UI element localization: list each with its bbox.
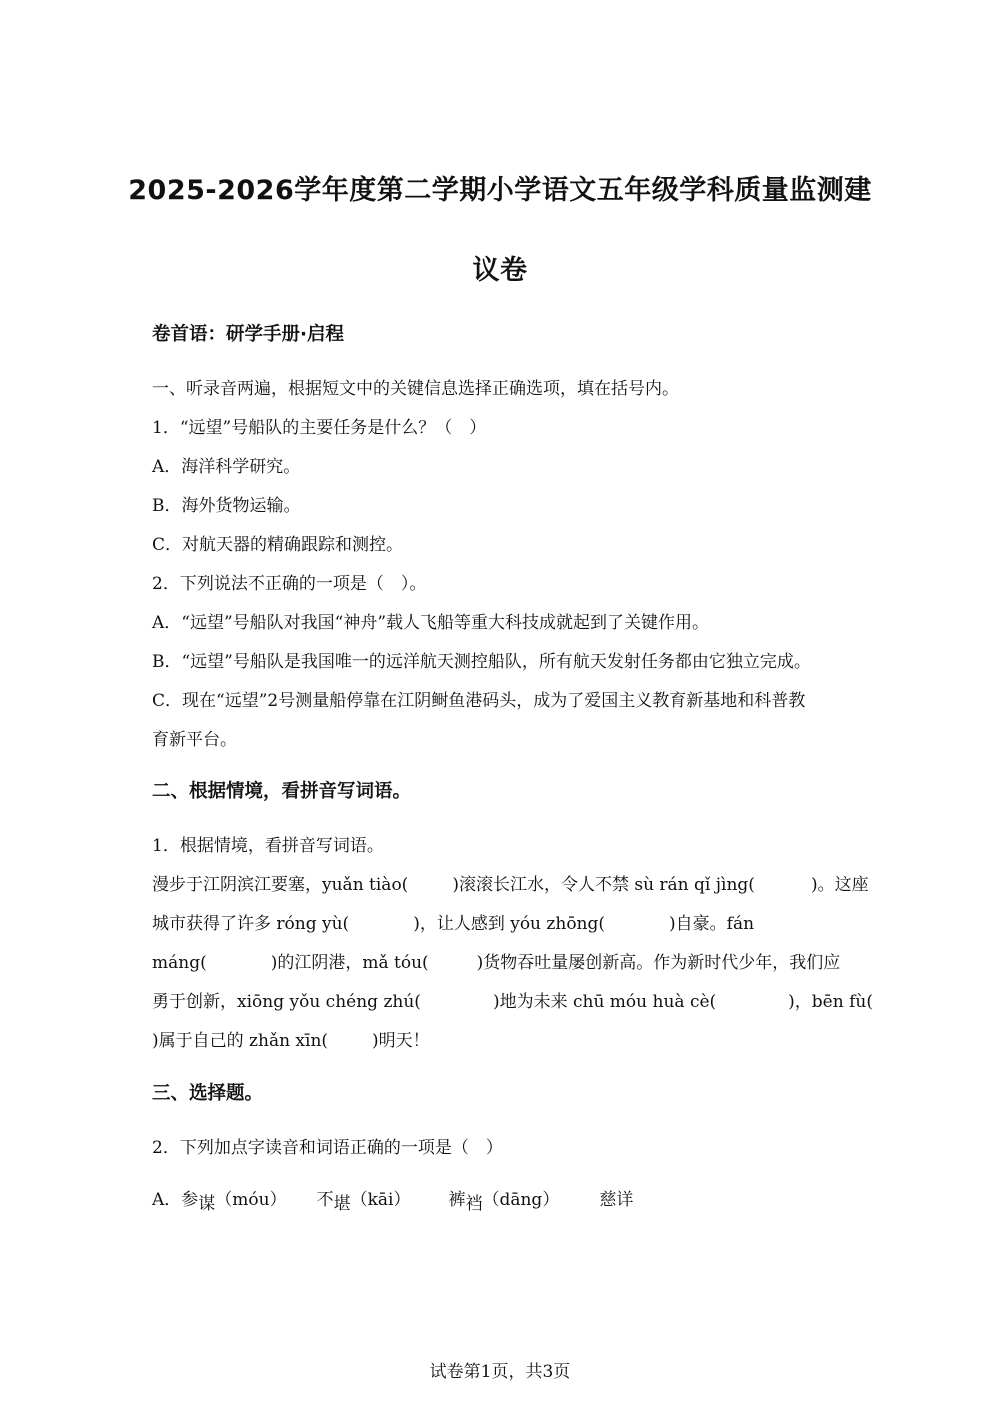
section1-heading: 一、听录音两遍，根据短文中的关键信息选择正确选项，填在括号内。 bbox=[152, 379, 679, 399]
s1-q1-option-a: A．海洋科学研究。 bbox=[152, 457, 301, 477]
passage-text: )滚滚长江水，令人不禁 sù rán qǐ jìng( bbox=[452, 875, 755, 895]
option-label: A．参 bbox=[152, 1190, 199, 1210]
passage-text: )，让人感到 yóu zhōng( bbox=[413, 914, 606, 934]
s1-q1-option-b: B．海外货物运输。 bbox=[152, 496, 301, 516]
passage-text: )货物吞吐量屡创新高。作为新时代少年，我们应 bbox=[476, 953, 841, 973]
passage-text: 城市获得了许多 róng yù( bbox=[152, 914, 350, 934]
passage-text: )属于自己的 zhǎn xīn( bbox=[152, 1031, 329, 1051]
word-prefix: 不 bbox=[316, 1190, 334, 1210]
s1-q2-stem: 2．下列说法不正确的一项是（ ）。 bbox=[152, 574, 427, 594]
passage-text: 勇于创新，xiōng yǒu chéng zhú( bbox=[152, 992, 421, 1012]
s1-q2-option-c-line1: C．现在“远望”2号测量船停靠在江阴鲥鱼港码头，成为了爱国主义教育新基地和科普教 bbox=[152, 691, 806, 711]
s1-q1-option-c: C．对航天器的精确跟踪和测控。 bbox=[152, 535, 404, 555]
dotted-char: 堪 bbox=[333, 1194, 351, 1214]
pinyin-passage-line4 bbox=[152, 990, 873, 1014]
pinyin: （móu） bbox=[215, 1190, 287, 1210]
pinyin: （kāi） bbox=[350, 1190, 411, 1210]
passage-text: )地为未来 chū móu huà cè( bbox=[492, 992, 717, 1012]
s1-q1-stem: 1．“远望”号船队的主要任务是什么？（ ） bbox=[152, 418, 487, 438]
s1-q2-option-c-line2: 育新平台。 bbox=[152, 730, 237, 750]
exam-title-line1: 2025-2026学年度第二学期小学语文五年级学科质量监测建 bbox=[128, 175, 872, 206]
pinyin-passage-line3 bbox=[152, 951, 852, 975]
passage-text: )明天！ bbox=[372, 1031, 430, 1051]
pinyin-passage-line5 bbox=[152, 1029, 852, 1053]
word: 慈详 bbox=[599, 1190, 634, 1210]
exam-title-line2: 议卷 bbox=[472, 255, 528, 286]
passage-text: )的江阴港，mǎ tóu( bbox=[270, 953, 429, 973]
pinyin: （dāng） bbox=[482, 1190, 560, 1210]
s3-q2-option-a bbox=[152, 1188, 852, 1212]
dotted-char: 谋 bbox=[198, 1194, 216, 1214]
section3-heading: 三、选择题。 bbox=[152, 1083, 264, 1104]
passage-text: )，bēn fù( bbox=[788, 992, 873, 1012]
dotted-char: 裆 bbox=[465, 1194, 483, 1214]
word-prefix: 裤 bbox=[448, 1190, 466, 1210]
page-footer: 试卷第1页，共3页 bbox=[429, 1362, 571, 1382]
passage-text: )。这座 bbox=[810, 875, 869, 895]
passage-text: máng( bbox=[152, 953, 207, 973]
pinyin-passage-line2 bbox=[152, 912, 852, 936]
passage-text: )自豪。fán bbox=[669, 914, 755, 934]
s2-q1-stem: 1．根据情境，看拼音写词语。 bbox=[152, 836, 384, 856]
s1-q2-option-b: B．“远望”号船队是我国唯一的远洋航天测控船队，所有航天发射任务都由它独立完成。 bbox=[152, 652, 811, 672]
section2-heading: 二、根据情境，看拼音写词语。 bbox=[152, 781, 412, 802]
s3-q2-stem: 2．下列加点字读音和词语正确的一项是（ ） bbox=[152, 1138, 503, 1158]
s1-q2-option-a: A．“远望”号船队对我国“神舟”载人飞船等重大科技成就起到了关键作用。 bbox=[152, 613, 710, 633]
passage-text: 漫步于江阴滨江要塞，yuǎn tiào( bbox=[152, 875, 409, 895]
pinyin-passage-line1 bbox=[152, 873, 869, 897]
preface-heading: 卷首语：研学手册·启程 bbox=[152, 324, 345, 345]
